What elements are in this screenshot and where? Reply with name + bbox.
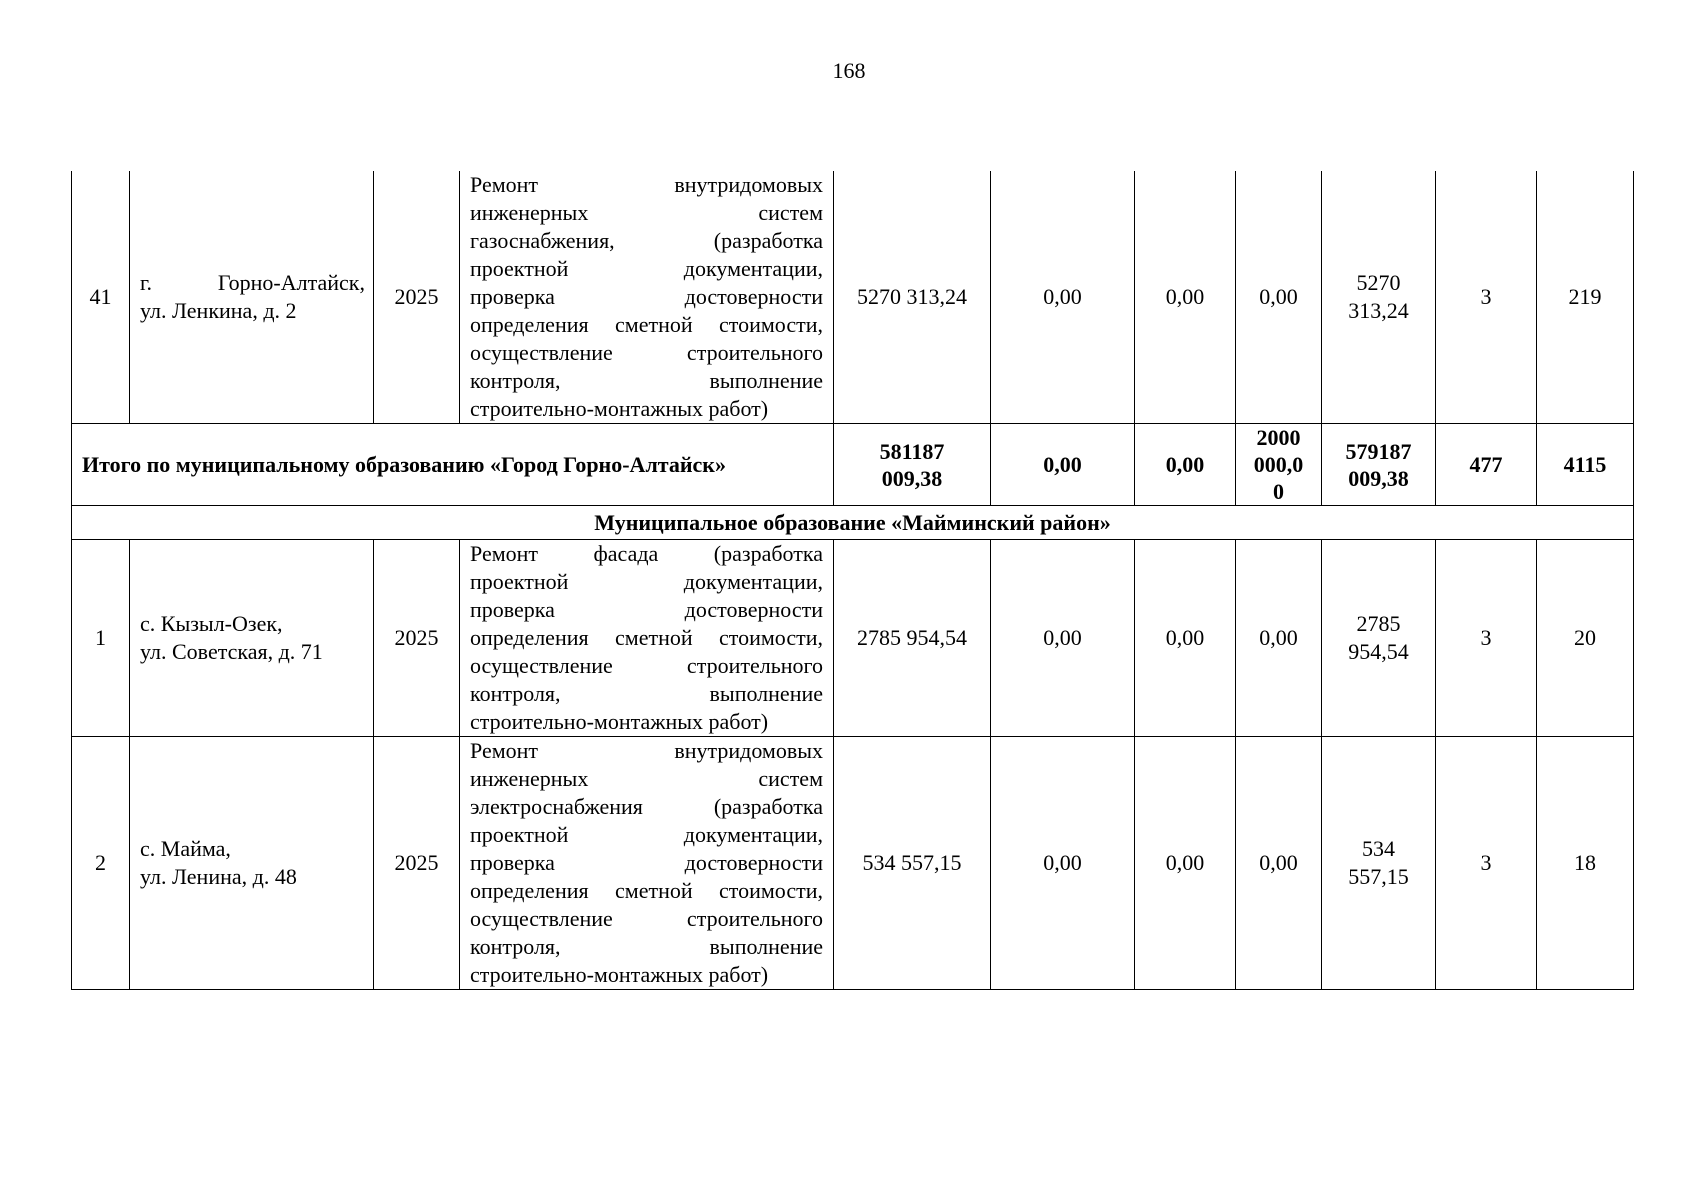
work-line: проверка достоверности — [470, 597, 823, 622]
budget-cell: 0,00 — [1135, 737, 1236, 990]
section-title: Муниципальное образование «Майминский район» — [72, 506, 1634, 540]
fund-cell: 0,00 — [991, 171, 1135, 424]
work-line: инженерных систем — [470, 766, 823, 791]
work-line: проектной документации, — [470, 256, 823, 281]
work-description-cell — [460, 540, 834, 737]
total-cost-cell: 2785 954,54 — [834, 540, 991, 737]
row-number: 1 — [72, 540, 130, 737]
residents-cell: 219 — [1537, 171, 1634, 424]
total-cost-line: 581187 — [879, 438, 945, 464]
local-line: 000,0 — [1253, 452, 1304, 477]
year-cell: 2025 — [374, 540, 460, 737]
address-line: с. Майма, — [140, 836, 231, 861]
residents-cell: 20 — [1537, 540, 1634, 737]
work-line: строительно-монтажных работ) — [470, 962, 769, 987]
row-number: 2 — [72, 737, 130, 990]
work-line: Ремонт внутридомовых — [470, 738, 823, 763]
table-row — [72, 171, 1634, 424]
local-budget-cell: 0,00 — [1236, 540, 1322, 737]
owners-line: 313,24 — [1348, 298, 1409, 323]
work-line: строительно-монтажных работ) — [470, 709, 769, 734]
total-row — [72, 424, 1634, 506]
year-cell: 2025 — [374, 737, 460, 990]
owners-cell — [1322, 424, 1436, 506]
total-cost-cell: 5270 313,24 — [834, 171, 991, 424]
owners-cell — [1322, 171, 1436, 424]
residents-cell: 18 — [1537, 737, 1634, 990]
owners-cell — [1322, 737, 1436, 990]
work-line: определения сметной стоимости, — [470, 625, 823, 650]
budget-cell: 0,00 — [1135, 424, 1236, 506]
local-line: 2000 — [1256, 425, 1301, 450]
work-line: газоснабжения, (разработка — [470, 228, 823, 253]
year-cell: 2025 — [374, 171, 460, 424]
local-budget-cell: 0,00 — [1236, 737, 1322, 990]
address-cell — [130, 540, 374, 737]
work-line: Ремонт фасада (разработка — [470, 541, 823, 566]
page-number: 168 — [832, 58, 866, 83]
address-cell — [130, 171, 374, 424]
fund-cell: 0,00 — [991, 737, 1135, 990]
address-line: ул. Советская, д. 71 — [140, 639, 323, 664]
work-line: контроля, выполнение — [470, 368, 823, 393]
total-cost-cell — [834, 424, 991, 506]
work-line: контроля, выполнение — [470, 681, 823, 706]
owners-line: 954,54 — [1348, 639, 1409, 664]
row-number: 41 — [72, 171, 130, 424]
work-line: определения сметной стоимости, — [470, 312, 823, 337]
address-line: г. Горно-Алтайск, — [140, 270, 365, 295]
table-row — [72, 540, 1634, 737]
fund-cell: 0,00 — [991, 540, 1135, 737]
owners-cell — [1322, 540, 1436, 737]
floors-cell: 3 — [1436, 737, 1537, 990]
work-line: строительно-монтажных работ) — [470, 396, 769, 421]
work-line: осуществление строительного — [470, 340, 823, 365]
owners-line: 2785 — [1356, 611, 1401, 636]
local-budget-cell — [1236, 424, 1322, 506]
address-line: ул. Ленкина, д. 2 — [140, 298, 297, 323]
local-line: 0 — [1273, 479, 1284, 504]
work-line: проверка достоверности — [470, 850, 823, 875]
address-cell — [130, 737, 374, 990]
floors-cell: 3 — [1436, 540, 1537, 737]
budget-cell: 0,00 — [1135, 171, 1236, 424]
work-line: контроля, выполнение — [470, 934, 823, 959]
work-description-cell — [460, 737, 834, 990]
work-line: проектной документации, — [470, 569, 823, 594]
floors-cell: 3 — [1436, 171, 1537, 424]
floors-cell: 477 — [1436, 424, 1537, 506]
local-budget-cell: 0,00 — [1236, 171, 1322, 424]
residents-cell: 4115 — [1537, 424, 1634, 506]
work-line: проектной документации, — [470, 822, 823, 847]
table-row — [72, 737, 1634, 990]
total-label: Итого по муниципальному образованию «Город Горно-Алтайск» — [72, 424, 834, 506]
owners-line: 534 — [1362, 836, 1395, 861]
work-line: осуществление строительного — [470, 906, 823, 931]
owners-line: 579187 — [1345, 438, 1412, 464]
total-cost-line: 009,38 — [881, 465, 943, 491]
work-description-cell — [460, 171, 834, 424]
address-line: с. Кызыл-Озек, — [140, 611, 283, 636]
work-line: Ремонт внутридомовых — [470, 172, 823, 197]
work-line: электроснабжения (разработка — [470, 794, 823, 819]
work-line: инженерных систем — [470, 200, 823, 225]
register-table — [71, 171, 1634, 990]
owners-line: 5270 — [1356, 270, 1401, 295]
budget-cell: 0,00 — [1135, 540, 1236, 737]
address-line: ул. Ленина, д. 48 — [140, 864, 297, 889]
work-line: определения сметной стоимости, — [470, 878, 823, 903]
owners-line: 009,38 — [1348, 465, 1409, 491]
fund-cell: 0,00 — [991, 424, 1135, 506]
work-line: осуществление строительного — [470, 653, 823, 678]
section-row — [72, 506, 1634, 540]
owners-line: 557,15 — [1348, 864, 1409, 889]
work-line: проверка достоверности — [470, 284, 823, 309]
total-cost-cell: 534 557,15 — [834, 737, 991, 990]
